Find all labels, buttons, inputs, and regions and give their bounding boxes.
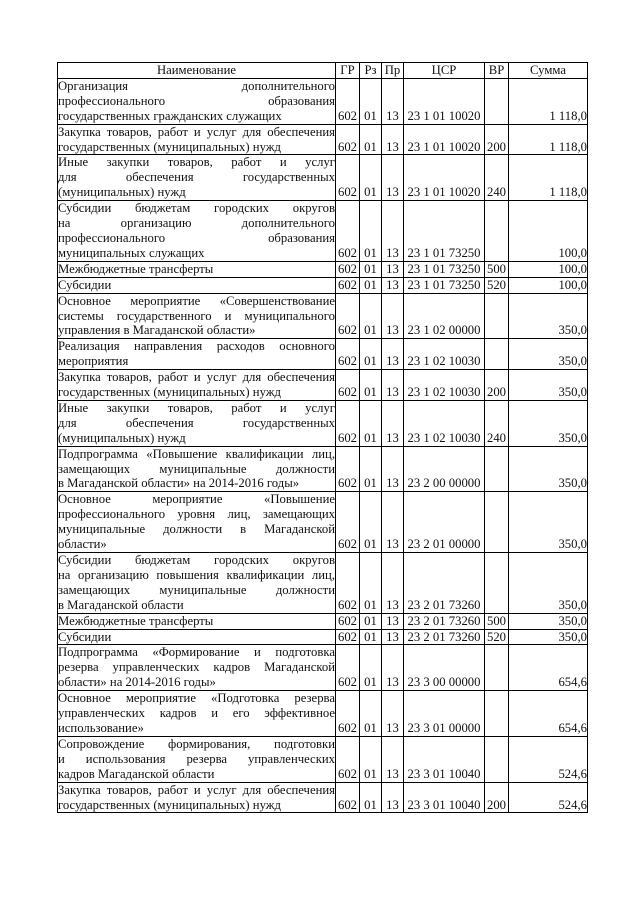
- row-rz-cell: 01: [360, 400, 382, 446]
- row-rz-cell: 01: [360, 782, 382, 813]
- row-gr-cell: 602: [336, 691, 360, 737]
- row-vr-cell: [485, 201, 509, 262]
- row-gr-cell: 602: [336, 124, 360, 155]
- row-vr-cell: 240: [485, 155, 509, 201]
- row-vr-cell: [485, 645, 509, 691]
- row-name-line: для обеспечения государственных: [58, 415, 335, 430]
- row-csr-cell: 23 1 01 73250: [404, 201, 485, 262]
- row-csr-cell: 23 3 01 10040: [404, 782, 485, 813]
- row-rz-cell: 01: [360, 691, 382, 737]
- row-rz-cell: 01: [360, 492, 382, 553]
- row-name-line: профессионального образования: [58, 230, 335, 245]
- row-rz-cell: 01: [360, 613, 382, 629]
- row-sum-cell: 1 118,0: [509, 155, 588, 201]
- row-gr-cell: 602: [336, 782, 360, 813]
- row-name-line: Межбюджетные трансферты: [58, 261, 214, 276]
- row-name-line: Субсидии бюджетам городских округов: [58, 553, 335, 567]
- row-rz-cell: 01: [360, 629, 382, 645]
- header-csr: ЦСР: [404, 63, 485, 79]
- row-name-line: в Магаданской области: [58, 597, 184, 612]
- row-csr-cell: 23 1 01 10020: [404, 124, 485, 155]
- row-vr-cell: 200: [485, 124, 509, 155]
- table-row: [58, 370, 588, 401]
- row-csr-cell: 23 1 01 73250: [404, 277, 485, 293]
- row-name-cell: [58, 446, 336, 492]
- row-name-line: Субсидии бюджетам городских округов: [58, 201, 335, 216]
- row-pr-cell: 13: [382, 155, 404, 201]
- table-row: [58, 613, 588, 629]
- row-name-line: Основное мероприятие «Повышение: [58, 492, 335, 507]
- row-gr-cell: 602: [336, 78, 360, 124]
- row-sum-cell: 350,0: [509, 553, 588, 614]
- row-sum-cell: 350,0: [509, 370, 588, 401]
- row-sum-cell: 350,0: [509, 293, 588, 339]
- row-pr-cell: 13: [382, 293, 404, 339]
- table-row: [58, 261, 588, 277]
- row-name-line: мероприятия: [58, 354, 129, 369]
- table-row: [58, 446, 588, 492]
- row-vr-cell: [485, 691, 509, 737]
- row-name-line: Сопровождение формирования, подготовки: [58, 736, 335, 751]
- row-pr-cell: 13: [382, 78, 404, 124]
- row-vr-cell: [485, 553, 509, 614]
- row-name-cell: [58, 78, 336, 124]
- row-vr-cell: [485, 492, 509, 553]
- row-name-line: использование»: [58, 720, 144, 735]
- row-name-line: Иные закупки товаров, работ и услуг: [58, 155, 335, 170]
- row-gr-cell: 602: [336, 201, 360, 262]
- row-pr-cell: 13: [382, 124, 404, 155]
- row-name-cell: [58, 553, 336, 614]
- row-rz-cell: 01: [360, 155, 382, 201]
- table-row: [58, 645, 588, 691]
- row-name-line: управления в Магаданской области»: [58, 323, 256, 338]
- row-name-cell: [58, 370, 336, 401]
- table-row: [58, 78, 588, 124]
- row-sum-cell: 100,0: [509, 201, 588, 262]
- row-vr-cell: 500: [485, 261, 509, 277]
- row-name-line: Подпрограмма «Формирование и подготовка: [58, 645, 335, 660]
- row-gr-cell: 602: [336, 446, 360, 492]
- table-row: [58, 736, 588, 782]
- row-name-line: области»: [58, 537, 107, 552]
- row-name-line: государственных (муниципальных) нужд: [58, 139, 281, 154]
- row-name-line: Подпрограмма «Повышение квалификации лиц,: [58, 446, 335, 461]
- row-name-line: профессионального образования: [58, 93, 335, 108]
- table-row: [58, 293, 588, 339]
- row-vr-cell: [485, 78, 509, 124]
- row-pr-cell: 13: [382, 492, 404, 553]
- row-csr-cell: 23 1 01 10020: [404, 155, 485, 201]
- row-sum-cell: 654,6: [509, 645, 588, 691]
- header-rz: Рз: [360, 63, 382, 79]
- row-name-line: для обеспечения государственных: [58, 170, 335, 185]
- row-vr-cell: 200: [485, 370, 509, 401]
- row-vr-cell: 520: [485, 629, 509, 645]
- row-sum-cell: 100,0: [509, 277, 588, 293]
- row-csr-cell: 23 3 00 00000: [404, 645, 485, 691]
- row-pr-cell: 13: [382, 339, 404, 370]
- row-vr-cell: 200: [485, 782, 509, 813]
- row-name-cell: [58, 277, 336, 293]
- row-name-line: в Магаданской области» на 2014-2016 годы»: [58, 476, 300, 491]
- row-csr-cell: 23 2 01 73260: [404, 613, 485, 629]
- row-pr-cell: 13: [382, 370, 404, 401]
- row-name-line: и использования резерва управленческих: [58, 751, 335, 766]
- row-gr-cell: 602: [336, 370, 360, 401]
- header-sum: Сумма: [509, 63, 588, 79]
- row-pr-cell: 13: [382, 645, 404, 691]
- row-csr-cell: 23 2 01 73260: [404, 629, 485, 645]
- row-name-line: профессионального уровня лиц, замещающих: [58, 507, 335, 522]
- row-rz-cell: 01: [360, 446, 382, 492]
- row-sum-cell: 350,0: [509, 629, 588, 645]
- row-vr-cell: [485, 293, 509, 339]
- row-name-cell: [58, 492, 336, 553]
- row-name-line: резерва управленческих кадров Магаданской: [58, 660, 335, 675]
- row-csr-cell: 23 3 01 00000: [404, 691, 485, 737]
- row-pr-cell: 13: [382, 691, 404, 737]
- row-csr-cell: 23 1 01 10020: [404, 78, 485, 124]
- row-name-line: замещающих муниципальные должности: [58, 461, 335, 476]
- row-pr-cell: 13: [382, 261, 404, 277]
- row-name-line: муниципальные должности в Магаданской: [58, 522, 335, 537]
- row-csr-cell: 23 2 01 00000: [404, 492, 485, 553]
- table-row: [58, 124, 588, 155]
- header-pr: Пр: [382, 63, 404, 79]
- row-name-cell: [58, 400, 336, 446]
- row-sum-cell: 524,6: [509, 782, 588, 813]
- row-name-line: государственных гражданских служащих: [58, 108, 282, 123]
- row-sum-cell: 350,0: [509, 446, 588, 492]
- table-row: [58, 782, 588, 813]
- header-gr: ГР: [336, 63, 360, 79]
- row-name-line: Закупка товаров, работ и услуг для обеспечения: [58, 124, 335, 139]
- row-name-line: государственных (муниципальных) нужд: [58, 385, 281, 400]
- table-row: [58, 339, 588, 370]
- row-rz-cell: 01: [360, 124, 382, 155]
- row-rz-cell: 01: [360, 261, 382, 277]
- table-row: [58, 691, 588, 737]
- row-vr-cell: [485, 339, 509, 370]
- row-gr-cell: 602: [336, 492, 360, 553]
- row-gr-cell: 602: [336, 400, 360, 446]
- row-sum-cell: 350,0: [509, 492, 588, 553]
- row-pr-cell: 13: [382, 277, 404, 293]
- row-rz-cell: 01: [360, 201, 382, 262]
- row-vr-cell: 500: [485, 613, 509, 629]
- table-row: [58, 277, 588, 293]
- row-name-line: замещающих муниципальные должности: [58, 582, 335, 597]
- row-name-line: Межбюджетные трансферты: [58, 613, 214, 628]
- row-sum-cell: 1 118,0: [509, 78, 588, 124]
- row-name-line: кадров Магаданской области: [58, 766, 215, 781]
- row-name-cell: [58, 124, 336, 155]
- row-pr-cell: 13: [382, 629, 404, 645]
- row-rz-cell: 01: [360, 339, 382, 370]
- row-name-cell: [58, 629, 336, 645]
- row-csr-cell: 23 1 01 73250: [404, 261, 485, 277]
- row-vr-cell: 520: [485, 277, 509, 293]
- row-name-line: Основное мероприятие «Подготовка резерва: [58, 691, 335, 706]
- row-name-line: Иные закупки товаров, работ и услуг: [58, 400, 335, 415]
- row-pr-cell: 13: [382, 736, 404, 782]
- row-pr-cell: 13: [382, 553, 404, 614]
- table-row: [58, 201, 588, 262]
- row-gr-cell: 602: [336, 293, 360, 339]
- row-rz-cell: 01: [360, 277, 382, 293]
- row-gr-cell: 602: [336, 277, 360, 293]
- row-vr-cell: [485, 446, 509, 492]
- row-gr-cell: 602: [336, 155, 360, 201]
- row-name-line: области» на 2014-2016 годы»: [58, 675, 216, 690]
- header-name: Наименование: [58, 63, 336, 79]
- row-rz-cell: 01: [360, 78, 382, 124]
- row-rz-cell: 01: [360, 645, 382, 691]
- row-name-cell: [58, 613, 336, 629]
- row-pr-cell: 13: [382, 782, 404, 813]
- row-name-line: муниципальных служащих: [58, 245, 205, 260]
- row-pr-cell: 13: [382, 613, 404, 629]
- header-vr: ВР: [485, 63, 509, 79]
- row-name-line: Организация дополнительного: [58, 78, 335, 93]
- row-name-cell: [58, 201, 336, 262]
- row-name-line: Закупка товаров, работ и услуг для обеспечения: [58, 782, 335, 797]
- row-pr-cell: 13: [382, 446, 404, 492]
- row-name-line: Субсидии: [58, 277, 112, 292]
- row-csr-cell: 23 1 02 10030: [404, 370, 485, 401]
- row-vr-cell: 240: [485, 400, 509, 446]
- row-name-cell: [58, 339, 336, 370]
- row-name-cell: [58, 691, 336, 737]
- row-name-line: Субсидии: [58, 629, 112, 644]
- row-name-cell: [58, 736, 336, 782]
- row-sum-cell: 1 118,0: [509, 124, 588, 155]
- row-name-line: Основное мероприятие «Совершенствование: [58, 293, 335, 308]
- table-body: [58, 78, 588, 813]
- row-name-line: Закупка товаров, работ и услуг для обеспечения: [58, 370, 335, 385]
- row-gr-cell: 602: [336, 629, 360, 645]
- row-csr-cell: 23 1 02 00000: [404, 293, 485, 339]
- row-sum-cell: 350,0: [509, 400, 588, 446]
- table-row: [58, 400, 588, 446]
- row-sum-cell: 350,0: [509, 339, 588, 370]
- row-sum-cell: 654,6: [509, 691, 588, 737]
- row-gr-cell: 602: [336, 553, 360, 614]
- row-rz-cell: 01: [360, 553, 382, 614]
- row-name-line: управленческих кадров и его эффективное: [58, 706, 335, 721]
- row-name-line: Реализация направления расходов основного: [58, 339, 335, 354]
- row-name-line: на организацию повышения квалификации лиц,: [58, 567, 335, 582]
- row-name-cell: [58, 293, 336, 339]
- row-csr-cell: 23 1 02 10030: [404, 400, 485, 446]
- row-csr-cell: 23 1 02 10030: [404, 339, 485, 370]
- table-row: [58, 553, 588, 614]
- row-pr-cell: 13: [382, 400, 404, 446]
- row-sum-cell: 350,0: [509, 613, 588, 629]
- row-sum-cell: 524,6: [509, 736, 588, 782]
- budget-table: [57, 62, 588, 813]
- row-name-cell: [58, 155, 336, 201]
- row-name-line: государственных (муниципальных) нужд: [58, 797, 281, 812]
- row-rz-cell: 01: [360, 370, 382, 401]
- row-csr-cell: 23 3 01 10040: [404, 736, 485, 782]
- row-csr-cell: 23 2 01 73260: [404, 553, 485, 614]
- row-name-cell: [58, 782, 336, 813]
- table-head: [58, 63, 588, 79]
- table-row: [58, 155, 588, 201]
- row-gr-cell: 602: [336, 736, 360, 782]
- row-rz-cell: 01: [360, 293, 382, 339]
- row-name-cell: [58, 261, 336, 277]
- row-gr-cell: 602: [336, 613, 360, 629]
- row-name-line: системы государственного и муниципального: [58, 308, 335, 323]
- row-csr-cell: 23 2 00 00000: [404, 446, 485, 492]
- table-row: [58, 492, 588, 553]
- row-gr-cell: 602: [336, 339, 360, 370]
- row-sum-cell: 100,0: [509, 261, 588, 277]
- row-gr-cell: 602: [336, 645, 360, 691]
- row-name-line: (муниципальных) нужд: [58, 430, 186, 445]
- row-rz-cell: 01: [360, 736, 382, 782]
- row-gr-cell: 602: [336, 261, 360, 277]
- table-header-row: [58, 63, 588, 79]
- table-row: [58, 629, 588, 645]
- row-name-line: на организацию дополнительного: [58, 216, 335, 231]
- row-pr-cell: 13: [382, 201, 404, 262]
- row-name-cell: [58, 645, 336, 691]
- row-name-line: (муниципальных) нужд: [58, 185, 186, 200]
- row-vr-cell: [485, 736, 509, 782]
